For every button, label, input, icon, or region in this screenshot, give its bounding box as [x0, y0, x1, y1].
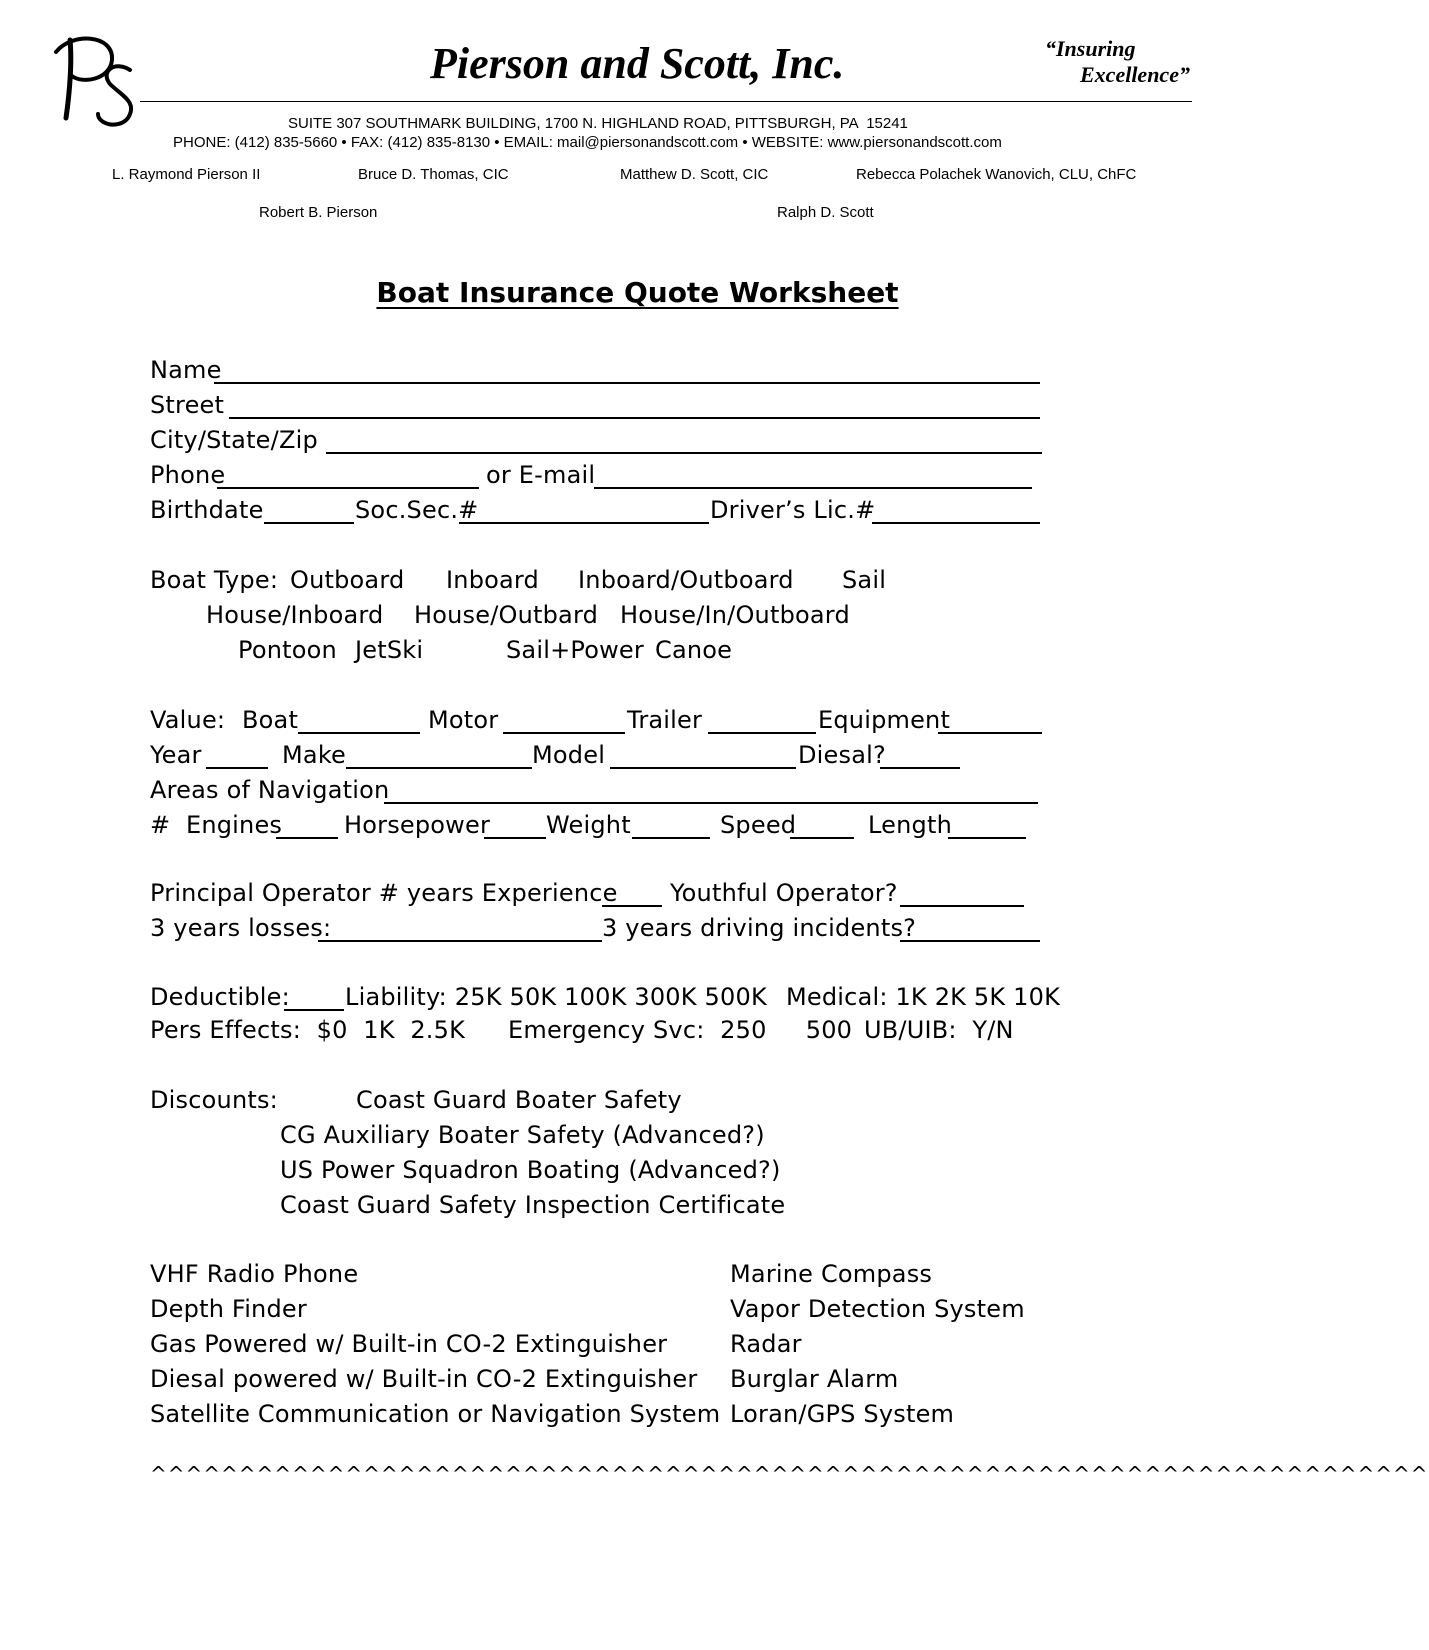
engines-field[interactable] [276, 807, 338, 839]
navigation-field[interactable] [384, 772, 1038, 804]
incidents-field[interactable] [900, 910, 1040, 942]
speed-field[interactable] [790, 807, 854, 839]
make-field[interactable] [346, 737, 532, 769]
trailer-value-label: Trailer [627, 706, 703, 734]
deductible-label: Deductible: [150, 983, 290, 1011]
weight-label: Weight [546, 811, 631, 839]
staff-name: Ralph D. Scott [777, 204, 874, 221]
equipment-item[interactable]: Satellite Communication or Navigation System [150, 1400, 721, 1428]
equipment-item[interactable]: Gas Powered w/ Built-in CO-2 Extinguisher [150, 1330, 668, 1358]
discounts-label: Discounts: [150, 1086, 278, 1114]
discount-item[interactable]: CG Auxiliary Boater Safety (Advanced?) [280, 1121, 765, 1149]
year-label: Year [150, 741, 202, 769]
boat-type-option[interactable]: Sail+Power [506, 636, 644, 664]
boat-value-field[interactable] [298, 702, 420, 734]
diesel-label: Diesal? [798, 741, 886, 769]
boat-type-option[interactable]: JetSki [355, 636, 424, 664]
company-contact: PHONE: (412) 835-5660 • FAX: (412) 835-8130 • EMAIL: mail@piersonandscott.com • WEBSITE: www.piersonandscott.com [173, 134, 1002, 151]
staff-name: Bruce D. Thomas, CIC [358, 166, 509, 183]
discount-item[interactable]: Coast Guard Safety Inspection Certificate [280, 1191, 786, 1219]
engines-label: # Engines [150, 811, 283, 839]
ssn-field[interactable] [459, 492, 709, 524]
equipment-item[interactable]: VHF Radio Phone [150, 1260, 359, 1288]
discount-item[interactable]: US Power Squadron Boating (Advanced?) [280, 1156, 781, 1184]
trailer-value-field[interactable] [708, 702, 816, 734]
city-field[interactable] [326, 422, 1042, 454]
boat-value-label: Boat [242, 706, 299, 734]
boat-type-option[interactable]: Inboard/Outboard [578, 566, 794, 594]
equipment-item[interactable]: Marine Compass [730, 1260, 933, 1288]
city-label: City/State/Zip [150, 426, 318, 454]
losses-field[interactable] [318, 910, 602, 942]
street-field[interactable] [229, 387, 1040, 419]
slogan-line2: Excellence” [1080, 62, 1190, 87]
company-name: Pierson and Scott, Inc. [430, 39, 845, 88]
staff-name: L. Raymond Pierson II [112, 166, 261, 183]
staff-name: Rebecca Polachek Wanovich, CLU, ChFC [856, 166, 1137, 183]
experience-label: Principal Operator # years Experience [150, 879, 618, 907]
discount-item[interactable]: Coast Guard Boater Safety [356, 1086, 682, 1114]
equipment-item[interactable]: Burglar Alarm [730, 1365, 899, 1393]
length-label: Length [868, 811, 952, 839]
equipment-item[interactable]: Depth Finder [150, 1295, 307, 1323]
pers-effects-options[interactable]: Pers Effects: $0 1K 2.5K [150, 1016, 466, 1044]
staff-name: Robert B. Pierson [259, 204, 378, 221]
phone-label: Phone [150, 461, 226, 489]
equipment-value-label: Equipment [818, 706, 951, 734]
model-field[interactable] [610, 737, 796, 769]
staff-name: Matthew D. Scott, CIC [620, 166, 769, 183]
value-label: Value: [150, 706, 226, 734]
header-rule [140, 101, 1192, 102]
navigation-label: Areas of Navigation [150, 776, 390, 804]
birthdate-field[interactable] [264, 492, 354, 524]
motor-value-label: Motor [428, 706, 499, 734]
license-field[interactable] [872, 492, 1040, 524]
equipment-item[interactable]: Vapor Detection System [730, 1295, 1025, 1323]
boat-type-option[interactable]: House/Inboard [206, 601, 384, 629]
model-label: Model [532, 741, 606, 769]
diesel-field[interactable] [880, 737, 960, 769]
license-label: Driver’s Lic.# [710, 496, 876, 524]
horsepower-field[interactable] [484, 807, 546, 839]
page-title: Boat Insurance Quote Worksheet [376, 276, 899, 309]
ps-logo [52, 30, 152, 130]
boat-type-option[interactable]: Sail [842, 566, 887, 594]
email-label: or E-mail [486, 461, 596, 489]
losses-label: 3 years losses: [150, 914, 332, 942]
liability-options[interactable]: Liability: 25K 50K 100K 300K 500K [345, 983, 767, 1011]
weight-field[interactable] [632, 807, 710, 839]
caret-separator: ^^^^^^^^^^^^^^^^^^^^^^^^^^^^^^^^^^^^^^^^^^^^^^^^^^^^^^^^^^^^^^^^^^^^^^^^ [150, 1462, 1429, 1486]
boat-type-option[interactable]: House/Outbard [414, 601, 599, 629]
incidents-label: 3 years driving incidents? [602, 914, 917, 942]
equipment-value-field[interactable] [938, 702, 1042, 734]
street-label: Street [150, 391, 225, 419]
emergency-options[interactable]: Emergency Svc: 250 500 [508, 1016, 853, 1044]
motor-value-field[interactable] [503, 702, 625, 734]
ssn-label: Soc.Sec.# [355, 496, 479, 524]
boat-type-label: Boat Type: [150, 566, 279, 594]
name-field[interactable] [214, 352, 1040, 384]
phone-field[interactable] [217, 457, 479, 489]
boat-type-option[interactable]: Pontoon [238, 636, 337, 664]
experience-field[interactable] [602, 875, 662, 907]
medical-options[interactable]: Medical: 1K 2K 5K 10K [786, 983, 1061, 1011]
boat-type-option[interactable]: House/In/Outboard [620, 601, 850, 629]
boat-type-option[interactable]: Canoe [655, 636, 733, 664]
equipment-item[interactable]: Radar [730, 1330, 802, 1358]
deductible-field[interactable] [284, 979, 344, 1011]
boat-type-option[interactable]: Inboard [446, 566, 539, 594]
make-label: Make [282, 741, 347, 769]
email-field[interactable] [594, 457, 1032, 489]
birthdate-label: Birthdate [150, 496, 264, 524]
speed-label: Speed [720, 811, 797, 839]
youthful-field[interactable] [900, 875, 1024, 907]
boat-type-option[interactable]: Outboard [290, 566, 405, 594]
youthful-label: Youthful Operator? [670, 879, 898, 907]
horsepower-label: Horsepower [344, 811, 491, 839]
name-label: Name [150, 356, 222, 384]
ub-uib-options[interactable]: UB/UIB: Y/N [864, 1016, 1014, 1044]
length-field[interactable] [948, 807, 1026, 839]
slogan-line1: “Insuring [1045, 36, 1136, 61]
company-address: SUITE 307 SOUTHMARK BUILDING, 1700 N. HIGHLAND ROAD, PITTSBURGH, PA 15241 [288, 115, 908, 132]
year-field[interactable] [206, 737, 268, 769]
equipment-item[interactable]: Diesal powered w/ Built-in CO-2 Extinguisher [150, 1365, 698, 1393]
equipment-item[interactable]: Loran/GPS System [730, 1400, 955, 1428]
